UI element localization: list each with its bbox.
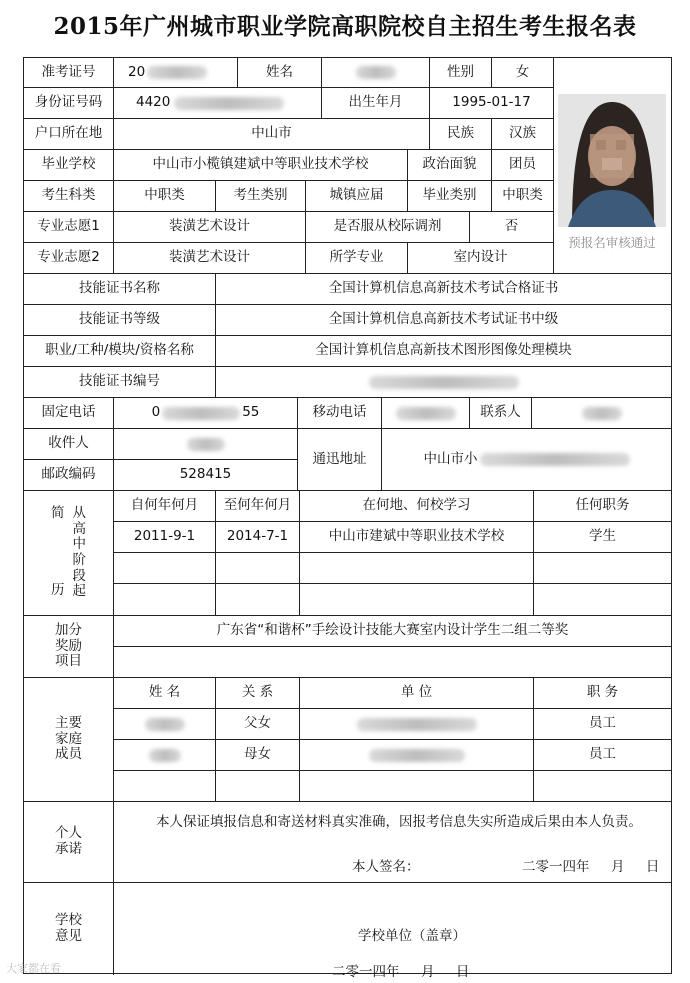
name-value xyxy=(322,58,430,88)
history-label-char: 高 xyxy=(72,520,86,537)
grad-label: 毕业类别 xyxy=(408,181,492,212)
history-empty-cell xyxy=(216,584,300,616)
major1-value: 装潢艺术设计 xyxy=(114,212,306,243)
phone-label: 固定电话 xyxy=(24,398,114,429)
major2-label: 专业志愿2 xyxy=(24,243,114,274)
cert-level-value: 全国计算机信息高新技术考试证书中级 xyxy=(216,305,671,336)
photo-block xyxy=(552,94,672,251)
contact-person-label: 联系人 xyxy=(470,398,532,429)
school-opinion-label-line: 学校 xyxy=(55,912,82,929)
recipient-value xyxy=(114,429,298,460)
family-empty-cell xyxy=(216,771,300,802)
cert-name-label: 技能证书名称 xyxy=(24,274,216,305)
family-empty-cell xyxy=(534,771,671,802)
history-cell-school: 中山市建斌中等职业技术学校 xyxy=(300,522,534,553)
awards-label-line: 项目 xyxy=(55,653,82,670)
family-relation-cell: 父女 xyxy=(216,709,300,740)
family-label-line: 主要 xyxy=(55,715,82,732)
family-name-redacted xyxy=(145,718,185,731)
type-value: 城镇应届 xyxy=(306,181,408,212)
mobile-label: 移动电话 xyxy=(298,398,382,429)
awards-label-line: 加分 xyxy=(55,622,82,639)
history-label-char: 起 xyxy=(72,583,86,600)
awards-empty xyxy=(114,647,671,678)
history-label-char: 中 xyxy=(72,536,86,553)
family-position-cell: 员工 xyxy=(534,709,671,740)
school-stamp-label: 学校单位（盖章） xyxy=(358,928,466,944)
family-header-name: 姓 名 xyxy=(114,678,216,709)
history-header-from: 自何年何月 xyxy=(114,491,216,522)
phone-prefix: 0 xyxy=(151,404,161,421)
major2-value: 装潢艺术设计 xyxy=(114,243,306,274)
exam-no-redacted xyxy=(147,66,207,79)
cert-module-value: 全国计算机信息高新技术图形图像处理模块 xyxy=(216,336,671,367)
awards-label-line: 奖励 xyxy=(55,637,82,654)
family-empty-cell xyxy=(114,771,216,802)
school-label: 毕业学校 xyxy=(24,150,114,181)
family-header-position: 职 务 xyxy=(534,678,671,709)
major1-label: 专业志愿1 xyxy=(24,212,114,243)
exam-no-label: 准考证号 xyxy=(24,58,114,88)
category-label: 考生科类 xyxy=(24,181,114,212)
zip-value: 528415 xyxy=(114,460,298,491)
history-label-right xyxy=(73,506,87,599)
phone-suffix: 55 xyxy=(242,404,260,421)
family-header-unit: 单 位 xyxy=(300,678,534,709)
cert-number-value xyxy=(216,367,671,398)
recipient-redacted xyxy=(187,438,225,451)
history-header-to: 至何年何月 xyxy=(216,491,300,522)
contact-person-redacted xyxy=(582,407,622,420)
history-cell-position: 学生 xyxy=(534,522,671,553)
school-value: 中山市小榄镇建斌中等职业技术学校 xyxy=(114,150,408,181)
politics-label: 政治面貌 xyxy=(408,150,492,181)
zip-label: 邮政编码 xyxy=(24,460,114,491)
address-prefix: 中山市小 xyxy=(423,450,478,467)
applicant-photo xyxy=(558,94,666,227)
family-unit-redacted xyxy=(357,718,477,731)
history-empty-cell xyxy=(216,553,300,584)
family-relation-cell: 母女 xyxy=(216,740,300,771)
phone-value xyxy=(114,398,298,429)
watermark-logo: 大家都在看 xyxy=(6,962,61,975)
family-name-redacted xyxy=(149,749,181,762)
history-empty-cell xyxy=(534,553,671,584)
mobile-redacted xyxy=(396,407,456,420)
pledge-label xyxy=(24,802,114,883)
family-label xyxy=(24,678,114,802)
pledge-sign-label: 本人签名： xyxy=(352,859,420,875)
address-value xyxy=(382,429,671,491)
history-cell-from: 2011-9-1 xyxy=(114,522,216,553)
school-opinion-label-line: 意见 xyxy=(55,928,82,944)
nation-value: 汉族 xyxy=(492,119,554,150)
cert-number-redacted xyxy=(369,376,519,389)
gender-label: 性别 xyxy=(430,58,492,88)
adjust-label: 是否服从校际调剂 xyxy=(306,212,470,243)
address-label: 通迅地址 xyxy=(298,429,382,491)
history-empty-cell xyxy=(114,553,216,584)
cert-number-label: 技能证书编号 xyxy=(24,367,216,398)
history-cell-to: 2014-7-1 xyxy=(216,522,300,553)
name-redacted xyxy=(356,66,396,79)
cert-level-label: 技能证书等级 xyxy=(24,305,216,336)
recipient-label: 收件人 xyxy=(24,429,114,460)
pledge-label-line: 承诺 xyxy=(55,841,82,857)
name-label: 姓名 xyxy=(238,58,322,88)
history-label-char: 段 xyxy=(72,567,86,584)
history-header-school: 在何地、何校学习 xyxy=(300,491,534,522)
history-label-char: 阶 xyxy=(72,552,86,568)
phone-redacted xyxy=(162,407,240,420)
hukou-value: 中山市 xyxy=(114,119,430,150)
contact-person-value xyxy=(532,398,671,429)
mobile-value xyxy=(382,398,470,429)
history-label-char: 历 xyxy=(51,581,65,598)
id-redacted xyxy=(174,97,284,110)
family-empty-cell xyxy=(300,771,534,802)
address-redacted xyxy=(480,453,630,466)
exam-no-prefix: 20 xyxy=(128,63,146,80)
family-label-line: 成员 xyxy=(55,746,82,763)
awards-label xyxy=(24,616,114,678)
form-title: 2015年广州城市职业学院高职院校自主招生考生报名表 xyxy=(53,13,637,40)
grad-value: 中职类 xyxy=(492,181,554,212)
history-label-char: 从 xyxy=(72,505,86,522)
history-empty-cell xyxy=(114,584,216,616)
family-name-cell xyxy=(114,709,216,740)
history-empty-cell xyxy=(300,584,534,616)
nation-label: 民族 xyxy=(430,119,492,150)
id-label: 身份证号码 xyxy=(24,88,114,119)
studied-label: 所学专业 xyxy=(306,243,408,274)
adjust-value: 否 xyxy=(470,212,554,243)
pledge-label-line: 个人 xyxy=(55,825,82,842)
exam-no-value xyxy=(114,58,238,88)
birth-value: 1995-01-17 xyxy=(430,88,554,119)
school-opinion-date: 二零一四年 月 日 xyxy=(332,964,470,980)
photo-caption: 预报名审核通过 xyxy=(568,235,656,250)
history-label xyxy=(24,491,114,616)
type-label: 考生类别 xyxy=(216,181,306,212)
gender-value: 女 xyxy=(492,58,554,88)
hukou-label: 户口所在地 xyxy=(24,119,114,150)
cert-name-value: 全国计算机信息高新技术考试合格证书 xyxy=(216,274,671,305)
cert-module-label: 职业/工种/模块/资格名称 xyxy=(24,336,216,367)
family-name-cell xyxy=(114,740,216,771)
pledge-text: 本人保证填报信息和寄送材料真实准确，因报考信息失实所造成后果由本人负责。 xyxy=(156,814,642,830)
id-prefix: 4420 xyxy=(136,94,171,111)
family-unit-cell xyxy=(300,709,534,740)
family-header-relation: 关 系 xyxy=(216,678,300,709)
history-label-left xyxy=(51,506,65,598)
history-header-position: 任何职务 xyxy=(534,491,671,522)
category-value: 中职类 xyxy=(114,181,216,212)
studied-value: 室内设计 xyxy=(408,243,554,274)
pledge-date: 二零一四年 月 日 xyxy=(522,859,660,875)
awards-value: 广东省“和谐杯”手绘设计技能大赛室内设计学生二组二等奖 xyxy=(114,616,671,647)
family-label-line: 家庭 xyxy=(55,730,82,747)
politics-value: 团员 xyxy=(492,150,554,181)
history-empty-cell xyxy=(534,584,671,616)
history-empty-cell xyxy=(300,553,534,584)
registration-form xyxy=(23,57,672,980)
birth-label: 出生年月 xyxy=(322,88,430,119)
family-unit-cell xyxy=(300,740,534,771)
family-unit-redacted xyxy=(369,749,465,762)
id-value xyxy=(114,88,322,119)
family-position-cell: 员工 xyxy=(534,740,671,771)
history-label-char: 简 xyxy=(51,505,65,522)
